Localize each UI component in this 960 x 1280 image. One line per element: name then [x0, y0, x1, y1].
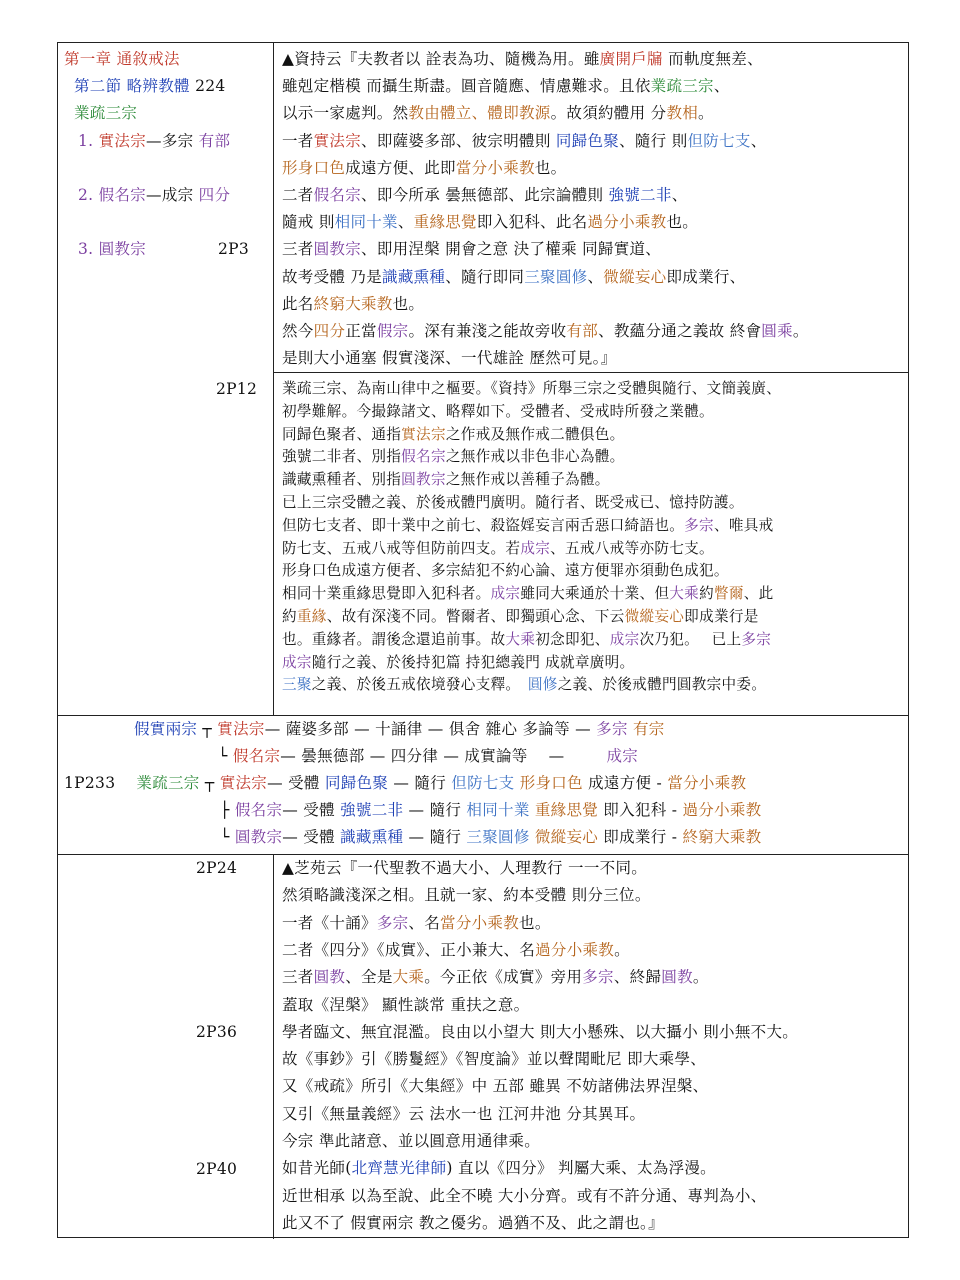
text-segment: ├	[220, 801, 235, 819]
text-segment: 雖剋定楷模 而攝生斯盡。圓音隨應、情慮難求。且依	[282, 77, 651, 96]
school-item-2	[78, 185, 230, 205]
page-ref-2p12: 2P12	[216, 380, 258, 398]
text-segment: 今宗 準此諸意、並以圓意用通律乘。	[282, 1132, 541, 1150]
school-alias: —多宗	[146, 132, 199, 150]
text-segment: 之義、於後戒體門圓教宗中委。	[557, 676, 767, 694]
text-segment: 過分小乘教	[682, 801, 762, 819]
s1-line	[282, 131, 767, 151]
text-segment: 業疏三宗、為南山律中之樞要。《資持》所舉三宗之受體與隨行、文簡義廣、	[282, 380, 782, 397]
text-segment: — 隨行	[388, 774, 452, 792]
text-segment: 成宗	[609, 630, 640, 648]
text-segment: 微縱妄心	[624, 608, 685, 625]
s2-line	[282, 539, 714, 559]
text-segment: 一者《十誦》	[282, 913, 377, 932]
text-segment: — 薩婆多部 — 十誦律 — 俱舍 雜心 多論等 —	[264, 720, 597, 738]
text-segment: 多宗	[741, 630, 772, 648]
text-segment: 實法宗	[313, 131, 362, 150]
school-name: 假名宗	[98, 186, 147, 204]
text-segment: 成宗	[282, 653, 312, 671]
text-segment: 、	[671, 186, 688, 204]
text-segment: 也。	[666, 213, 699, 232]
text-segment: 終窮大乘教	[313, 294, 393, 313]
school-alias: —成宗	[146, 186, 199, 204]
text-segment: 之無作戒以善種子為體。	[445, 471, 610, 489]
text-segment: 也。	[534, 158, 567, 177]
section-page: 224	[195, 77, 226, 95]
text-segment: 即入犯科、此名	[476, 213, 588, 232]
s2-line	[282, 379, 781, 399]
text-segment: 大乘	[505, 630, 536, 648]
s4-line	[282, 940, 630, 960]
text-segment: 、	[713, 77, 730, 96]
text-segment: 相同十業	[466, 801, 530, 819]
page-ref-2p3: 2P3	[218, 240, 250, 258]
text-segment: 隨戒 則	[282, 213, 335, 232]
s2-line	[282, 425, 625, 445]
text-segment: 1P233	[64, 774, 137, 792]
text-segment: 、即今所承	[361, 186, 446, 204]
text-segment: 。	[792, 322, 809, 340]
text-segment: 假名宗	[401, 448, 446, 466]
text-segment: 約	[282, 608, 297, 625]
text-segment: 廣開戶牖	[599, 50, 663, 68]
s4-line	[282, 1049, 706, 1069]
text-segment: 教由體立、體即教源	[408, 104, 551, 123]
text-segment: 、故有深淺不同。瞥爾者、即獨頭心念、下云	[326, 608, 625, 625]
text-segment: 。	[692, 968, 709, 987]
text-segment: 成宗	[520, 539, 551, 557]
text-segment: 相同十業	[334, 213, 398, 232]
text-segment: 假名宗	[232, 747, 281, 765]
text-segment: 如昔光師(	[282, 1159, 352, 1178]
text-segment: 圓教宗	[313, 240, 362, 259]
section-name: 第二節 略辨教體	[74, 77, 190, 95]
text-segment: 實法宗	[219, 774, 268, 792]
text-segment: 識藏熏種	[340, 828, 404, 846]
text-segment: 。故須約體用 分	[550, 104, 667, 123]
text-segment: 之無作戒以非色非心為體。	[445, 448, 625, 466]
text-segment: 假名宗	[234, 801, 283, 819]
text-segment: 多宗	[684, 516, 714, 534]
text-segment: 三聚圓修	[466, 828, 530, 846]
text-segment: 當分小乘教	[440, 913, 520, 932]
text-segment: 故考受體 乃是	[282, 267, 383, 286]
text-segment: 又《戒疏》所引《大集經》中 五部 雖異 不妨諸佛法界涅槃、	[282, 1077, 709, 1096]
text-segment: 重緣	[296, 608, 327, 625]
text-segment: 、彼宗明體則	[455, 131, 556, 150]
column-divider	[273, 43, 274, 715]
text-segment: 過分小乘教	[535, 940, 615, 959]
text-segment: — 隨行	[403, 828, 467, 846]
text-segment: 但防七支	[687, 131, 751, 150]
text-segment: — 受體	[282, 828, 341, 846]
s2-line	[282, 653, 634, 673]
text-segment: ▲資持云『夫教者以 詮表為功、隨機為用。雖	[282, 50, 600, 68]
item-number: 1.	[78, 132, 99, 150]
text-segment: 薩婆多部	[392, 131, 456, 150]
text-segment: 形身口色成遠方便者、多宗結犯不約心論、遠方便罪亦須動色成犯。	[282, 562, 729, 580]
text-segment: 然今	[282, 322, 314, 340]
s4-line	[282, 1022, 798, 1042]
text-segment: 、全是	[345, 968, 393, 987]
text-segment: 有部	[566, 322, 599, 340]
text-segment: 也。	[392, 294, 425, 313]
item-number: 3.	[78, 240, 99, 258]
text-segment: 成遠方便 -	[582, 774, 668, 792]
text-segment: 假名宗	[313, 186, 362, 204]
s2-line	[282, 584, 774, 604]
text-segment: 圓教	[661, 968, 693, 987]
text-segment: 圓教	[313, 968, 346, 987]
text-segment: ▲芝苑云『一代聖教不過大小、人理教行 一一不同。	[282, 859, 648, 877]
text-segment: ┬	[199, 774, 220, 792]
school-origin: 四分	[198, 186, 231, 204]
text-segment: — 隨行	[403, 801, 467, 819]
s4-line	[282, 967, 709, 987]
s1-line	[282, 348, 617, 368]
s1-line	[282, 49, 763, 69]
text-segment: 、隨行 則	[619, 131, 688, 150]
s2-line	[282, 402, 714, 422]
chapter-title: 第一章 通敘戒法	[64, 50, 180, 68]
row-divider-3	[58, 854, 908, 855]
text-segment: 、名	[408, 913, 441, 932]
text-segment: 多宗	[376, 913, 409, 932]
text-segment: 蓋取《涅槃》 顯性談常 重扶之意。	[282, 995, 530, 1014]
text-segment: 重緣思覺	[534, 801, 599, 819]
text-segment: 微縱妄心	[534, 828, 599, 846]
s2-line	[282, 675, 766, 695]
s2-line	[282, 516, 774, 536]
text-segment: 圓教宗	[401, 471, 446, 489]
s3-line	[218, 746, 638, 766]
s1-line	[282, 103, 714, 123]
s2-line	[282, 561, 729, 581]
text-segment: 而軌度無差、	[662, 50, 763, 68]
s4-line	[282, 1186, 766, 1206]
text-segment: 、	[750, 131, 767, 150]
text-segment: 也。重緣者。謂後念還追前事。故	[282, 630, 506, 648]
text-segment: 有宗	[633, 720, 665, 738]
text-segment: 一者	[282, 131, 314, 150]
text-segment: 業疏三宗	[136, 774, 200, 792]
text-segment: 之作戒及無作戒二體俱色。	[445, 425, 625, 443]
text-segment: 、唯具戒	[713, 516, 774, 534]
text-segment: 、教蘊分通之義故 終會	[598, 322, 762, 340]
s3-line	[64, 773, 746, 793]
text-segment: 雖同大乘通於十業、但	[520, 585, 670, 603]
text-segment: 假宗	[376, 322, 409, 340]
section-title	[74, 76, 226, 96]
text-segment: 圓修	[527, 676, 558, 694]
text-segment: 強號二非	[608, 186, 672, 204]
text-segment: 終窮大乘教	[682, 828, 762, 846]
text-segment: 北齊慧光律師	[351, 1159, 447, 1178]
text-segment: — 受體	[282, 801, 341, 819]
s1-line	[282, 212, 698, 232]
text-segment: 假實兩宗	[134, 720, 198, 738]
text-segment: 之義、於後五戒依境發心支釋。	[311, 676, 528, 694]
text-segment: 強號二非者、別指	[282, 448, 402, 466]
text-segment: 、隨行即同	[445, 267, 525, 286]
s4-line	[282, 1158, 716, 1178]
text-segment: 近世相承 以為至說、此全不曉 大小分齊。或有不許分通、專判為小、	[282, 1186, 767, 1205]
s2-line	[282, 630, 771, 650]
text-segment: └	[220, 828, 235, 846]
text-segment: 三者	[282, 968, 314, 987]
text-segment: 當分小乘教	[455, 158, 535, 177]
text-segment: 此又不了 假實兩宗 教之優劣。過猶不及、此之謂也。』	[282, 1213, 664, 1232]
s4-line	[282, 1104, 645, 1124]
text-segment: 四分	[313, 322, 346, 340]
s3-line	[220, 800, 762, 820]
text-segment: 業疏三宗	[650, 77, 714, 96]
s1-line	[282, 158, 566, 178]
text-segment: ┬	[197, 720, 218, 738]
s4-line	[282, 885, 651, 905]
text-segment: 然須略識淺深之相。且就一家、約本受體 則分三位。	[282, 886, 651, 905]
text-segment: 此名	[282, 294, 314, 313]
text-segment: 三者	[282, 240, 314, 259]
text-segment: 圓教宗	[234, 828, 283, 846]
text-segment: 大乘	[669, 585, 700, 603]
s2-line	[282, 607, 759, 627]
text-segment: 即入犯科 -	[598, 801, 683, 819]
text-segment: 相同十業重緣思覺即入犯科者。	[282, 585, 491, 603]
s1-line	[282, 294, 424, 314]
text-segment: 但防七支	[451, 774, 515, 792]
text-segment: 三聚	[282, 676, 312, 694]
text-segment: 同歸色聚	[555, 131, 620, 150]
s2-line	[282, 447, 625, 467]
school-item-1	[78, 131, 230, 151]
text-segment: └	[218, 747, 233, 765]
text-segment: 防七支、五戒八戒等但防前四支。若	[282, 539, 521, 557]
text-segment: 同歸色聚	[324, 774, 389, 792]
text-segment: 二者《四分》《成實》、正小兼大、名	[282, 940, 536, 959]
s1-line	[282, 239, 661, 259]
page-ref-2p36: 2P36	[196, 1023, 238, 1041]
text-segment: 學者臨文、無宜混濫。良由以小望大 則大小懸殊、以大攝小 則小無不大。	[282, 1022, 799, 1041]
text-segment: 多宗	[582, 968, 614, 987]
text-segment: 教相	[666, 104, 699, 123]
s4-line	[282, 1213, 664, 1233]
row-divider-1	[273, 372, 908, 373]
text-segment: 微縱妄心	[603, 267, 667, 286]
s1-line	[282, 267, 745, 287]
text-segment: 曇無德部	[445, 186, 509, 204]
text-segment: 強號二非	[340, 801, 404, 819]
text-segment: ) 直以《四分》 判屬大乘、太為浮漫。	[446, 1159, 716, 1178]
text-segment: 、	[397, 213, 414, 232]
text-segment: 。	[698, 104, 714, 123]
text-segment: 成宗	[606, 747, 639, 765]
text-segment: 三聚圓修	[524, 267, 588, 286]
text-segment: 初學難解。今撮錄諸文、略釋如下。受體者、受戒時所發之業體。	[282, 402, 714, 420]
text-segment: 成宗	[490, 585, 521, 603]
text-segment: 大乘	[392, 968, 425, 987]
text-segment: 圓乘	[761, 322, 793, 340]
text-segment: 約	[699, 585, 714, 603]
s1-line	[282, 185, 688, 205]
s2-line	[282, 470, 610, 490]
text-segment: 已上三宗受體之義、於後戒體門廣明。隨行者、既受戒已、憶持防護。	[282, 494, 744, 511]
s4-line	[282, 1076, 708, 1096]
s2-line	[282, 493, 744, 513]
s4-line	[282, 995, 529, 1015]
text-segment: 也。	[519, 913, 551, 932]
text-segment: 初念即犯、	[535, 630, 610, 648]
s4-line	[282, 1131, 540, 1151]
text-segment: 以示一家處判。然	[282, 104, 409, 123]
s3-line	[134, 719, 665, 739]
text-segment: 、即	[361, 131, 393, 150]
text-segment: 重緣思覺	[413, 213, 477, 232]
text-segment: 實法宗	[217, 720, 265, 738]
text-segment: 、此宗論體則	[508, 186, 609, 204]
text-segment: 多宗	[596, 720, 628, 738]
text-segment: 是則大小通塞 假實淺深、一代雄詮 歷然可見。』	[282, 349, 617, 368]
text-segment: 隨行之義、於後持犯篇 持犯總義門 成就章廣明。	[311, 653, 635, 671]
text-segment: 、此	[743, 585, 774, 603]
text-segment: 正當	[345, 322, 377, 340]
text-segment: 、終歸	[613, 968, 662, 987]
text-segment: 瞥爾	[713, 585, 744, 603]
text-segment: 實法宗	[401, 425, 446, 443]
text-segment: 即成業行、	[666, 267, 746, 286]
page-ref-2p24: 2P24	[196, 859, 238, 877]
school-origin: 有部	[198, 132, 231, 150]
text-segment: — 受體	[267, 774, 325, 792]
three-schools-heading: 業疏三宗	[74, 104, 138, 122]
text-segment: 。深有兼淺之能故旁收	[408, 322, 567, 340]
text-segment: 又引《無量義經》云 法水一也 江河井池 分其異耳。	[282, 1104, 646, 1123]
item-number: 2.	[78, 186, 99, 204]
text-segment: 識藏熏種	[382, 267, 446, 286]
row-divider-2	[58, 715, 908, 716]
s4-line	[282, 913, 551, 933]
text-segment: 成遠方便、此即	[345, 158, 456, 177]
s4-line	[282, 858, 647, 878]
text-segment: 二者	[282, 186, 314, 204]
s1-line	[282, 321, 809, 341]
text-segment: 形身口色	[519, 774, 583, 792]
school-name: 圓教宗	[98, 240, 147, 258]
school-item-3	[78, 239, 146, 259]
text-segment: 當分小乘教	[667, 774, 747, 792]
page-ref-2p40: 2P40	[196, 1160, 238, 1178]
school-name: 實法宗	[98, 132, 147, 150]
text-segment: 過分小乘教	[587, 213, 667, 232]
text-segment: — 曇無德部 — 四分律 — 成實論等 —	[280, 747, 607, 765]
text-segment: 次乃犯。 已上	[639, 630, 742, 648]
text-segment: 同歸色聚者、通指	[282, 425, 402, 443]
text-segment: 故《事鈔》引《勝鬘經》《智度論》並以聲聞毗尼 即大乘學、	[282, 1050, 707, 1069]
s3-line	[220, 827, 762, 847]
text-segment: 、五戒八戒等亦防七支。	[550, 539, 714, 557]
text-segment: 即成業行 -	[598, 828, 683, 846]
text-segment: 識藏熏種者、別指	[282, 471, 402, 489]
text-segment: 、	[587, 267, 604, 286]
text-segment: 。	[614, 940, 630, 959]
s1-line	[282, 76, 730, 96]
text-segment: 。今正依《成實》旁用	[424, 968, 583, 987]
column-divider-lower	[273, 854, 274, 1239]
text-segment: 形身口色	[282, 158, 346, 177]
text-segment: 但防七支者、即十業中之前七、殺盜婬妄言兩舌惡口綺語也。	[282, 516, 685, 534]
text-segment: 即成業行是	[684, 608, 759, 625]
text-segment: 、即用涅槃 開會之意 決了權乘 同歸實道、	[361, 240, 662, 259]
